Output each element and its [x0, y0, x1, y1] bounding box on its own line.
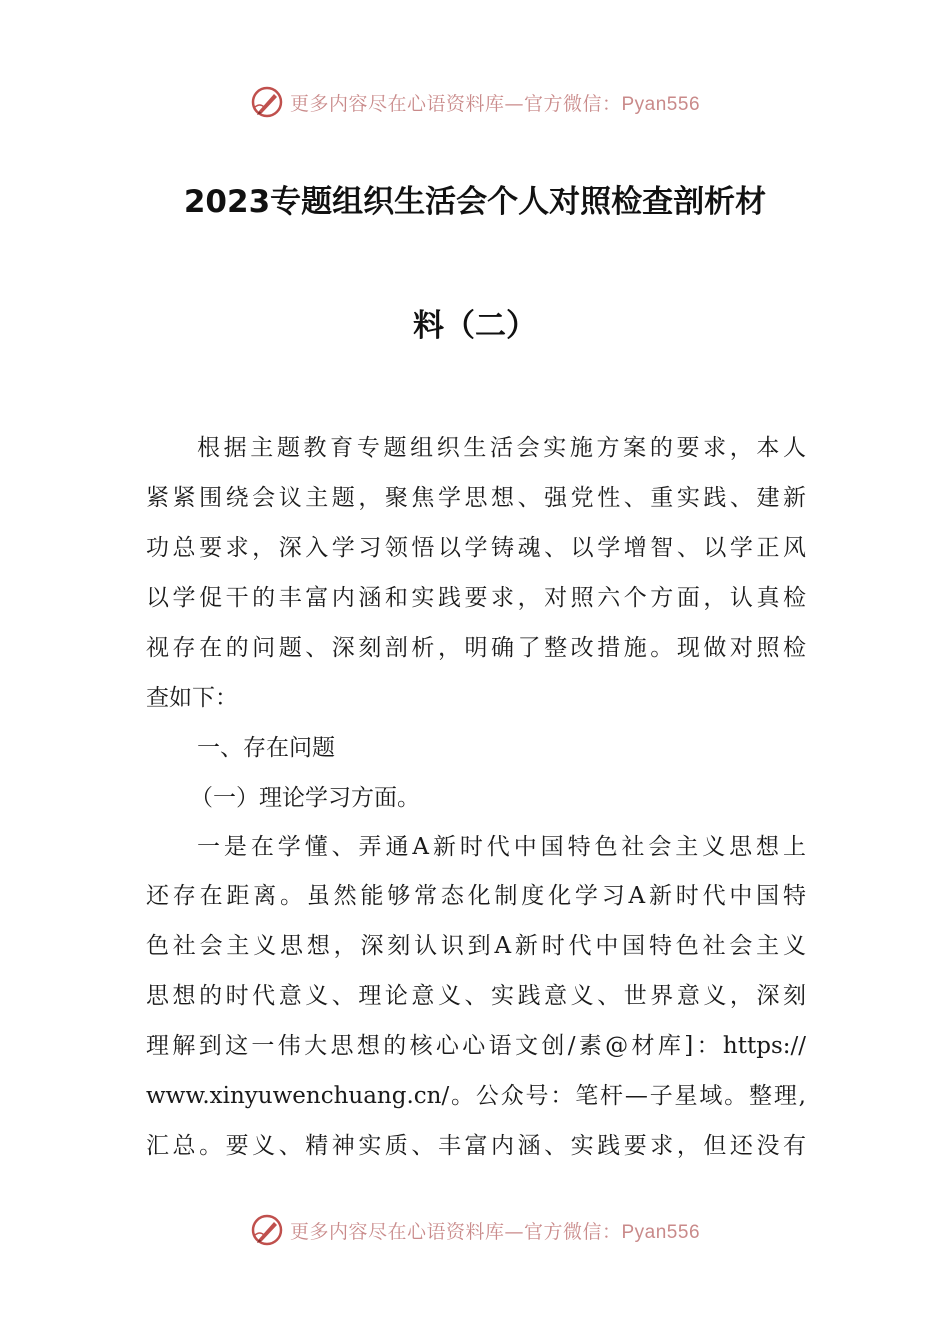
subsection-heading: （一）理论学习方面。: [190, 785, 420, 811]
body-line: 视存在的问题、深刻剖析，明确了整改措施。现做对照检: [146, 635, 806, 661]
section-heading: 一、存在问题: [197, 735, 335, 761]
document-title-line-1: 2023专题组织生活会个人对照检查剖析材: [183, 184, 767, 220]
body-line: 色社会主义思想，深刻认识到A新时代中国特色社会主义: [146, 933, 806, 959]
body-line: 根据主题教育专题组织生活会实施方案的要求，本人: [197, 435, 806, 461]
body-line: 紧紧围绕会议主题，聚焦学思想、强党性、重实践、建新: [146, 485, 806, 511]
watermark-text: 更多内容尽在心语资料库—官方微信：Pyan556: [289, 92, 701, 115]
body-line: 功总要求，深入学习领悟以学铸魂、以学增智、以学正风: [146, 535, 806, 561]
body-line: www.xinyuwenchuang.cn/。公众号：笔杆—子星域。整理,: [146, 1083, 806, 1109]
document-title-line-2: 料（二）: [413, 308, 537, 344]
header-watermark: [0, 82, 950, 122]
pen-circle-logo-icon: [250, 85, 284, 119]
body-line: 还存在距离。虽然能够常态化制度化学习A新时代中国特: [146, 883, 806, 909]
body-line: 以学促干的丰富内涵和实践要求，对照六个方面，认真检: [146, 585, 806, 611]
pen-circle-logo-icon: [250, 1213, 284, 1247]
body-line: 查如下：: [146, 685, 238, 711]
watermark-text: 更多内容尽在心语资料库—官方微信：Pyan556: [289, 1220, 701, 1243]
body-line: 汇总。要义、精神实质、丰富内涵、实践要求，但还没有: [146, 1133, 806, 1159]
body-line: 理解到这一伟大思想的核心心语文创/素@材库]：https://: [146, 1033, 806, 1059]
body-line: 思想的时代意义、理论意义、实践意义、世界意义，深刻: [146, 983, 806, 1009]
footer-watermark: [0, 1210, 950, 1250]
body-line: 一是在学懂、弄通A新时代中国特色社会主义思想上: [197, 834, 806, 860]
